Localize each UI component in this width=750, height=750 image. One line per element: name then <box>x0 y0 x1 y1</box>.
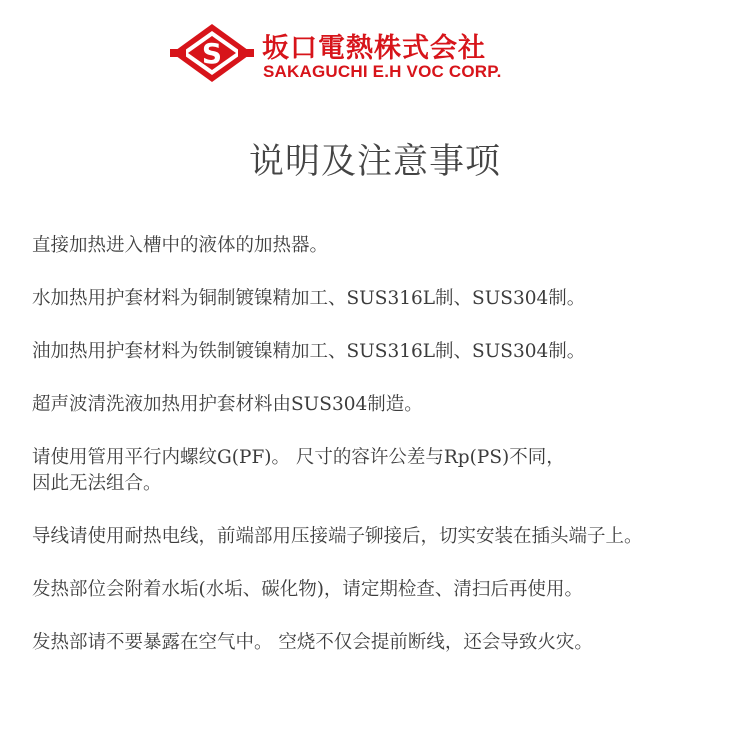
page-title: 说明及注意事项 <box>248 142 501 182</box>
note-item: 导线请使用耐热电线，前端部用压接端子铆接后，切实安装在插头端子上。 <box>32 526 643 547</box>
company-name-en: SAKAGUCHI E.H VOC CORP. <box>263 62 502 81</box>
note-item: 油加热用护套材料为铁制镀镍精加工、SUS316L制、SUS304制。 <box>32 341 586 362</box>
notes-list <box>32 233 748 683</box>
company-header <box>170 22 590 84</box>
company-logo <box>170 22 254 84</box>
company-name-jp: 坂口電熱株式会社 <box>262 33 486 64</box>
note-item: 请使用管用平行内螺纹G(PF)。 尺寸的容许公差与Rp(PS)不同， 因此无法组合。 <box>32 447 565 494</box>
note-item: 发热部位会附着水垢(水垢、碳化物)，请定期检查、清扫后再使用。 <box>32 579 583 600</box>
note-item: 水加热用护套材料为铜制镀镍精加工、SUS316L制、SUS304制。 <box>32 288 586 309</box>
logo-letter: S <box>201 37 223 70</box>
note-item: 直接加热进入槽中的液体的加热器。 <box>32 235 329 256</box>
note-item: 发热部请不要暴露在空气中。 空烧不仅会提前断线，还会导致火灾。 <box>32 632 593 653</box>
note-item: 超声波清洗液加热用护套材料由SUS304制造。 <box>32 394 423 415</box>
